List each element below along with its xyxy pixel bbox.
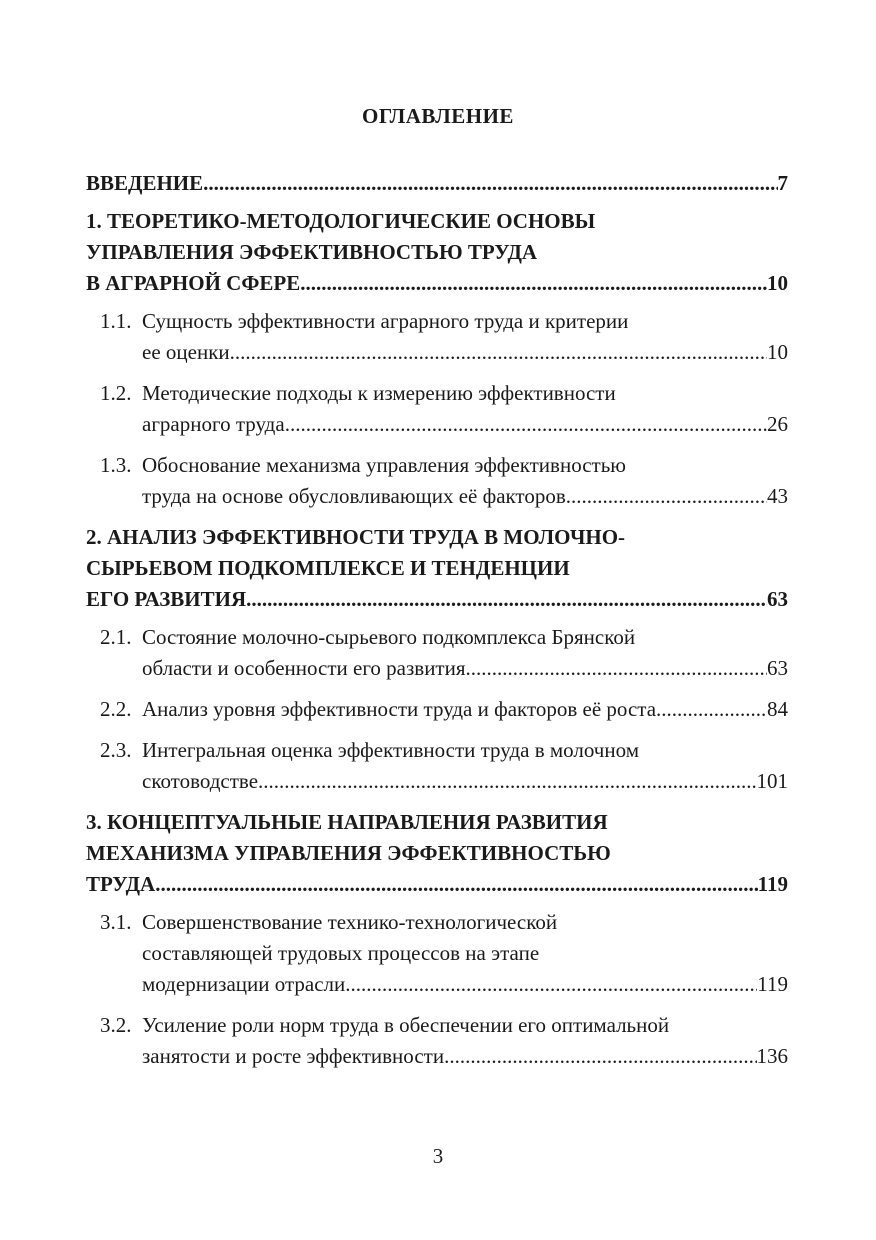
page-ref: 26 [767, 412, 788, 436]
chapter-title-line: 2. АНАЛИЗ ЭФФЕКТИВНОСТИ ТРУДА В МОЛОЧНО- [86, 525, 626, 549]
toc-title: ОГЛАВЛЕНИЕ [362, 104, 514, 128]
toc-chapter-2[interactable] [86, 522, 788, 615]
section-number: 2.1. [100, 625, 132, 649]
toc-section-2-2[interactable] [86, 694, 788, 725]
section-title-line: Методические подходы к измерению эффективности [142, 381, 616, 405]
leader-dots [258, 766, 756, 797]
section-number: 1.3. [100, 453, 132, 477]
section-title-line: занятости и росте эффективности [142, 1044, 445, 1068]
section-title-line: скотоводстве [142, 769, 259, 793]
chapter-title-line: МЕХАНИЗМА УПРАВЛЕНИЯ ЭФФЕКТИВНОСТЬЮ [86, 841, 611, 865]
leader-dots [300, 268, 767, 299]
leader-dots [345, 969, 757, 1000]
page-ref: 101 [756, 769, 788, 793]
page-number: 3 [432, 1144, 444, 1168]
section-title-line: области и особенности его развития [142, 656, 466, 680]
section-number: 1.1. [100, 309, 132, 333]
chapter-title-line: СЫРЬЕВОМ ПОДКОМПЛЕКСЕ И ТЕНДЕНЦИИ [86, 556, 570, 580]
section-title-line: модернизации отрасли [142, 972, 346, 996]
leader-dots [285, 409, 767, 440]
chapter-title-line: 1. ТЕОРЕТИКО-МЕТОДОЛОГИЧЕСКИЕ ОСНОВЫ [86, 209, 596, 233]
chapter-title-line: ТРУДА [86, 872, 156, 896]
section-number: 3.2. [100, 1013, 132, 1037]
leader-dots [656, 694, 767, 725]
chapter-title-line: 3. КОНЦЕПТУАЛЬНЫЕ НАПРАВЛЕНИЯ РАЗВИТИЯ [86, 810, 608, 834]
toc-section-2-3[interactable] [86, 735, 788, 797]
toc-entry-introduction[interactable] [86, 168, 788, 199]
section-title-line: Сущность эффективности аграрного труда и критерии [142, 309, 629, 333]
chapter-title-line: ЕГО РАЗВИТИЯ [86, 587, 247, 611]
page-ref: 63 [767, 656, 788, 680]
page-ref: 136 [756, 1044, 788, 1068]
page-ref: 43 [767, 484, 788, 508]
section-number: 2.2. [100, 697, 132, 721]
toc-section-1-2[interactable] [86, 378, 788, 440]
toc-section-2-1[interactable] [86, 622, 788, 684]
toc-section-3-1[interactable] [86, 907, 788, 1000]
table-of-contents [86, 168, 788, 1082]
section-title-line: Состояние молочно-сырьевого подкомплекса Брянской [142, 625, 636, 649]
section-number: 3.1. [100, 910, 132, 934]
page-ref: 63 [767, 587, 788, 611]
toc-section-1-3[interactable] [86, 450, 788, 512]
leader-dots [203, 168, 777, 199]
chapter-title-line: В АГРАРНОЙ СФЕРЕ [86, 271, 301, 295]
leader-dots [444, 1041, 756, 1072]
leader-dots [155, 869, 757, 900]
section-title-line: ее оценки [142, 340, 230, 364]
chapter-title-line: УПРАВЛЕНИЯ ЭФФЕКТИВНОСТЬЮ ТРУДА [86, 240, 538, 264]
section-number: 1.2. [100, 381, 132, 405]
section-title-line: труда на основе обусловливающих её факторов [142, 484, 566, 508]
page-ref: 84 [767, 697, 788, 721]
entry-text: ВВЕДЕНИЕ [86, 171, 204, 195]
leader-dots [230, 337, 767, 368]
leader-dots [466, 653, 767, 684]
page-ref: 10 [767, 271, 788, 295]
page-ref: 119 [757, 972, 788, 996]
section-title-line: составляющей трудовых процессов на этапе [142, 941, 540, 965]
section-title-line: Усиление роли норм труда в обеспечении его оптимальной [142, 1013, 670, 1037]
page-ref: 10 [767, 340, 788, 364]
page-ref: 119 [757, 872, 788, 896]
toc-section-1-1[interactable] [86, 306, 788, 368]
toc-section-3-2[interactable] [86, 1010, 788, 1072]
page-ref: 7 [777, 171, 788, 195]
section-number: 2.3. [100, 738, 132, 762]
section-title-line: Анализ уровня эффективности труда и факторов её роста [142, 697, 657, 721]
leader-dots [246, 584, 767, 615]
leader-dots [566, 481, 767, 512]
section-title-line: Интегральная оценка эффективности труда в молочном [142, 738, 639, 762]
section-title-line: аграрного труда [142, 412, 285, 436]
section-title-line: Совершенствование технико-технологической [142, 910, 558, 934]
section-title-line: Обоснование механизма управления эффективностью [142, 453, 626, 477]
toc-chapter-3[interactable] [86, 807, 788, 900]
toc-chapter-1[interactable] [86, 206, 788, 299]
